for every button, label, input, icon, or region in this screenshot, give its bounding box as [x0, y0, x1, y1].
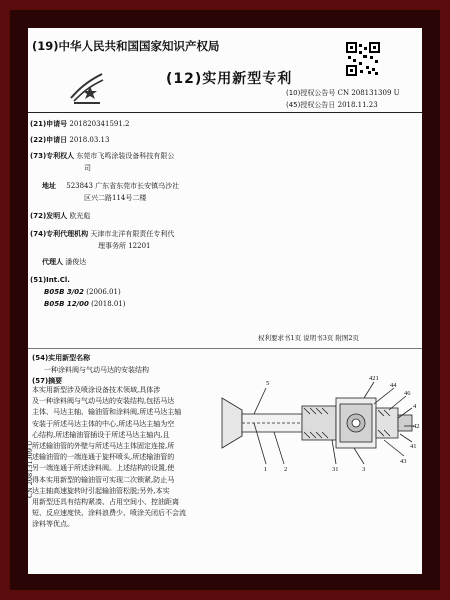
drawing-label: 421 [369, 375, 379, 382]
ipc-2-code: B05B 12/00 [44, 300, 89, 308]
address-value-line1: 523843 广东省东莞市长安镇乌沙社 [66, 182, 180, 190]
patent-agency-label: (74)专利代理机构 [30, 230, 89, 238]
ipc-1-date: (2006.01) [86, 288, 121, 296]
drawing-label: 1 [264, 466, 268, 473]
application-number-value: 201820341591.2 [69, 120, 130, 128]
side-publication-code: CN 208131309 U [26, 440, 34, 498]
drawing-label: 41 [410, 443, 417, 450]
patent-agency [30, 228, 174, 240]
filing-date-value: 2018.03.13 [69, 136, 110, 144]
abstract-line: 本实用新型涉及喷涂设备技术领域,具体涉 [32, 386, 161, 394]
abstract-line: 另一端连通于所述涂料阀。上述结构的设置,使 [32, 464, 175, 473]
abstract-line: 得本实用新型的输油管可实现二次锁紧,防止马 [32, 475, 175, 484]
abstract-line: 安装于所述马达主体的中心,所述马达主轴为空 [32, 419, 175, 428]
drawing-label: 2 [284, 466, 288, 473]
document-type-title: (12)实用新型专利 [166, 71, 293, 87]
abstract-rule [28, 348, 422, 349]
agent [30, 256, 86, 268]
qr-code-icon [346, 42, 380, 76]
abstract-line: 达主轴高速旋转时引起输油管松脱;另外,本实 [32, 486, 170, 495]
abstract-line: 心结构,所述输油管插设于所述马达主轴内,且 [32, 430, 170, 439]
ipc-classification-2 [44, 298, 126, 310]
inventor [30, 210, 90, 222]
patentee [30, 150, 174, 162]
abstract-line: 用新型还具有结构紧凑、占用空间小、控油距离 [32, 498, 179, 507]
ipc-1-code: B05B 3/02 [44, 288, 85, 296]
filing-date-label: (22)申请日 [30, 136, 68, 144]
patent-document [28, 28, 422, 574]
abstract-label: (57)摘要 [32, 377, 63, 385]
abstract-line: 主体、马达主轴、输油管和涂料阀,所述马达主轴 [32, 408, 182, 417]
filing-date [30, 134, 109, 146]
drawing-label: 46 [404, 390, 411, 397]
application-number-label: (21)申请号 [30, 120, 68, 128]
technical-drawing [214, 368, 420, 478]
application-number [30, 118, 130, 130]
drawing-label: 42 [413, 423, 420, 430]
patentee-value-line1: 东莞市飞鸣涂装设备科技有限公 [76, 152, 175, 160]
agent-label: 代理人 [42, 258, 63, 266]
cnipa-emblem-icon [68, 68, 106, 108]
agent-value: 潘俊达 [65, 258, 87, 266]
abstract-text [32, 385, 204, 531]
drawing-label: 44 [390, 382, 397, 389]
inventor-label: (72)发明人 [30, 212, 68, 220]
utility-model-name: 一种涂料阀与气动马达的安装结构 [44, 366, 149, 374]
ipc-label: (51)Int.Cl. [30, 276, 70, 284]
publication-date [286, 100, 378, 110]
ipc-2-date: (2018.01) [91, 300, 126, 308]
drawing-label: 4 [413, 403, 417, 410]
drawing-label: 5 [266, 380, 270, 387]
publication-number-label: (10)授权公告号 [286, 89, 336, 97]
address [30, 180, 179, 192]
inventor-value: 欧光彪 [69, 212, 91, 220]
page-counts: 权利要求书1页 说明书3页 附图2页 [258, 334, 360, 342]
patentee-label: (73)专利权人 [30, 152, 75, 160]
header-rule [28, 112, 422, 113]
abstract-line: 述输油管的一端连通于旋杯喷头,所述输油管的 [32, 453, 175, 462]
patentee-value-line2: 司 [84, 164, 91, 172]
drawing-label: 3 [362, 466, 366, 473]
abstract-line: 涂料等优点。 [32, 520, 74, 529]
ipc-classification-1 [44, 286, 121, 298]
publication-date-value: 2018.11.23 [337, 101, 378, 109]
abstract-line: 所述输油管的外壁与所述马达主体固定连接,所 [32, 442, 175, 451]
publication-number [286, 88, 400, 98]
publication-number-value: CN 208131309 U [337, 89, 400, 97]
drawing-label: 31 [332, 466, 339, 473]
utility-model-name-label: (54)实用新型名称 [32, 354, 91, 362]
patent-agency-value-line2: 理事务所 12201 [98, 242, 151, 250]
drawing-label: 43 [400, 458, 407, 465]
address-label: 地址 [42, 182, 56, 190]
patent-agency-value-line1: 天津市北洋有限责任专利代 [90, 230, 175, 238]
publication-date-label: (45)授权公告日 [286, 101, 336, 109]
issuing-office: (19)中华人民共和国国家知识产权局 [32, 39, 220, 53]
address-value-line2: 区兴二路114号二楼 [84, 194, 147, 202]
abstract-line: 及一种涂料阀与气动马达的安装结构,包括马达 [32, 397, 175, 406]
abstract-line: 短、反应速度快、涂料浪费少、喷涂关闭后不会流 [32, 509, 186, 518]
